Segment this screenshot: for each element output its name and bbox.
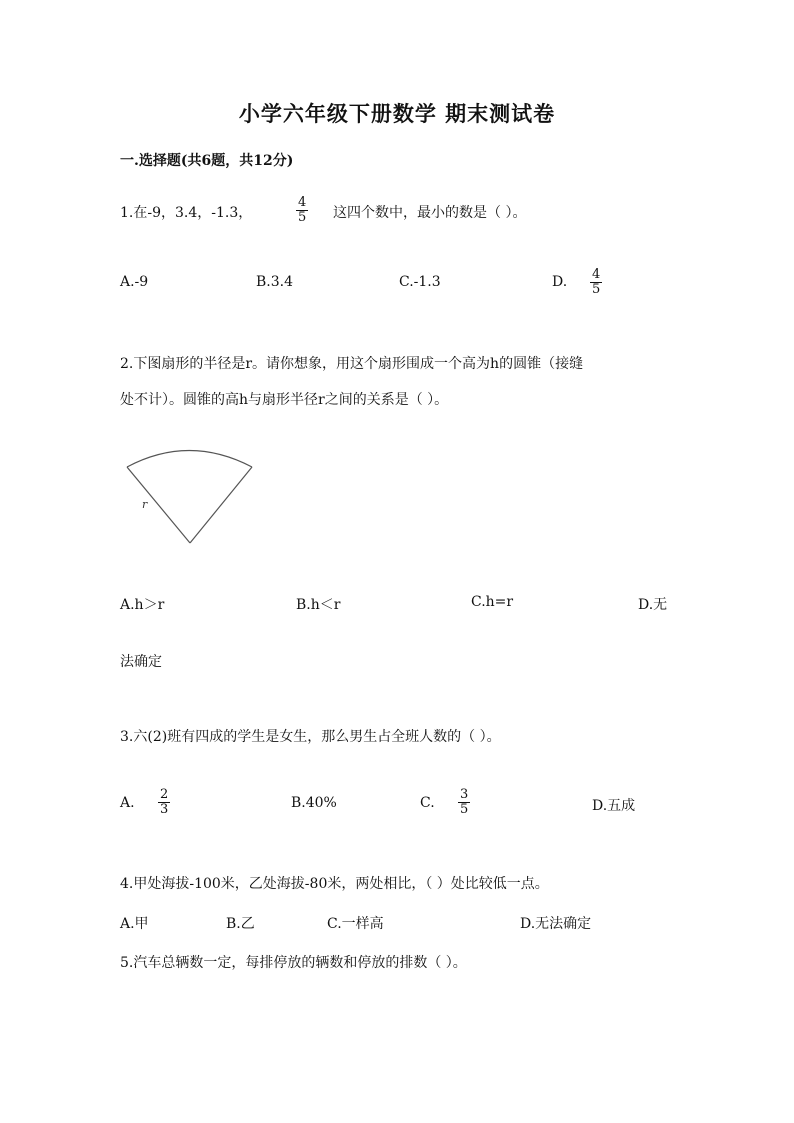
fraction-numerator: 3 — [460, 787, 469, 802]
question-1-option-d: D. — [552, 274, 568, 290]
question-3-option-d: D.五成 — [592, 798, 636, 814]
question-2-option-d-continued: 法确定 — [120, 654, 162, 670]
fraction-numerator: 2 — [160, 787, 169, 802]
fraction-denominator: 5 — [298, 210, 307, 225]
question-2-option-a: A.h＞r — [120, 597, 165, 613]
question-4-option-c: C.一样高 — [327, 916, 384, 932]
question-3-option-a-label: A. — [120, 795, 135, 811]
question-3-option-c-label: C. — [420, 795, 435, 811]
radius-label: r — [142, 498, 148, 511]
question-3-text: 3.六(2)班有四成的学生是女生，那么男生占全班人数的（ ）。 — [120, 729, 501, 745]
question-1-option-b: B.3.4 — [256, 274, 294, 290]
question-4-option-a: A.甲 — [120, 916, 149, 932]
question-1-option-a: A.-9 — [120, 274, 149, 290]
question-3-option-c-fraction — [458, 788, 470, 817]
question-2-option-c: C.h=r — [471, 594, 514, 610]
question-3-option-b: B.40% — [291, 795, 337, 811]
question-2-option-b: B.h＜r — [296, 597, 341, 613]
question-2-line-1: 2.下图扇形的半径是r。请你想象，用这个扇形围成一个高为h的圆锥（接缝 — [120, 356, 584, 372]
question-3-option-a-fraction — [158, 788, 170, 817]
question-2-line-2: 处不计）。圆锥的高h与扇形半径r之间的关系是（ ）。 — [120, 392, 449, 408]
page-title: 小学六年级下册数学 期末测试卷 — [238, 101, 556, 126]
question-4-option-b: B.乙 — [226, 916, 255, 932]
fraction-numerator: 4 — [592, 267, 601, 282]
question-4-option-d: D.无法确定 — [520, 916, 592, 932]
question-1-option-c: C.-1.3 — [399, 274, 441, 290]
question-1-text-after: 这四个数中，最小的数是（ ）。 — [333, 205, 527, 221]
sector-figure — [118, 440, 263, 550]
question-4-text: 4.甲处海拔-100米，乙处海拔-80米，两处相比，（ ）处比较低一点。 — [120, 876, 549, 892]
question-5-text: 5.汽车总辆数一定，每排停放的辆数和停放的排数（ ）。 — [120, 955, 467, 971]
question-1-text-before: 1.在-9，3.4，-1.3， — [120, 205, 253, 221]
section-heading: 一.选择题(共6题，共12分) — [120, 153, 294, 169]
question-1-fraction — [296, 196, 308, 225]
question-1-option-d-fraction — [590, 268, 602, 297]
fraction-numerator: 4 — [298, 195, 307, 210]
fraction-denominator: 5 — [592, 282, 601, 297]
fraction-denominator: 3 — [160, 802, 169, 817]
question-2-option-d: D.无 — [638, 597, 668, 613]
fraction-denominator: 5 — [460, 802, 469, 817]
